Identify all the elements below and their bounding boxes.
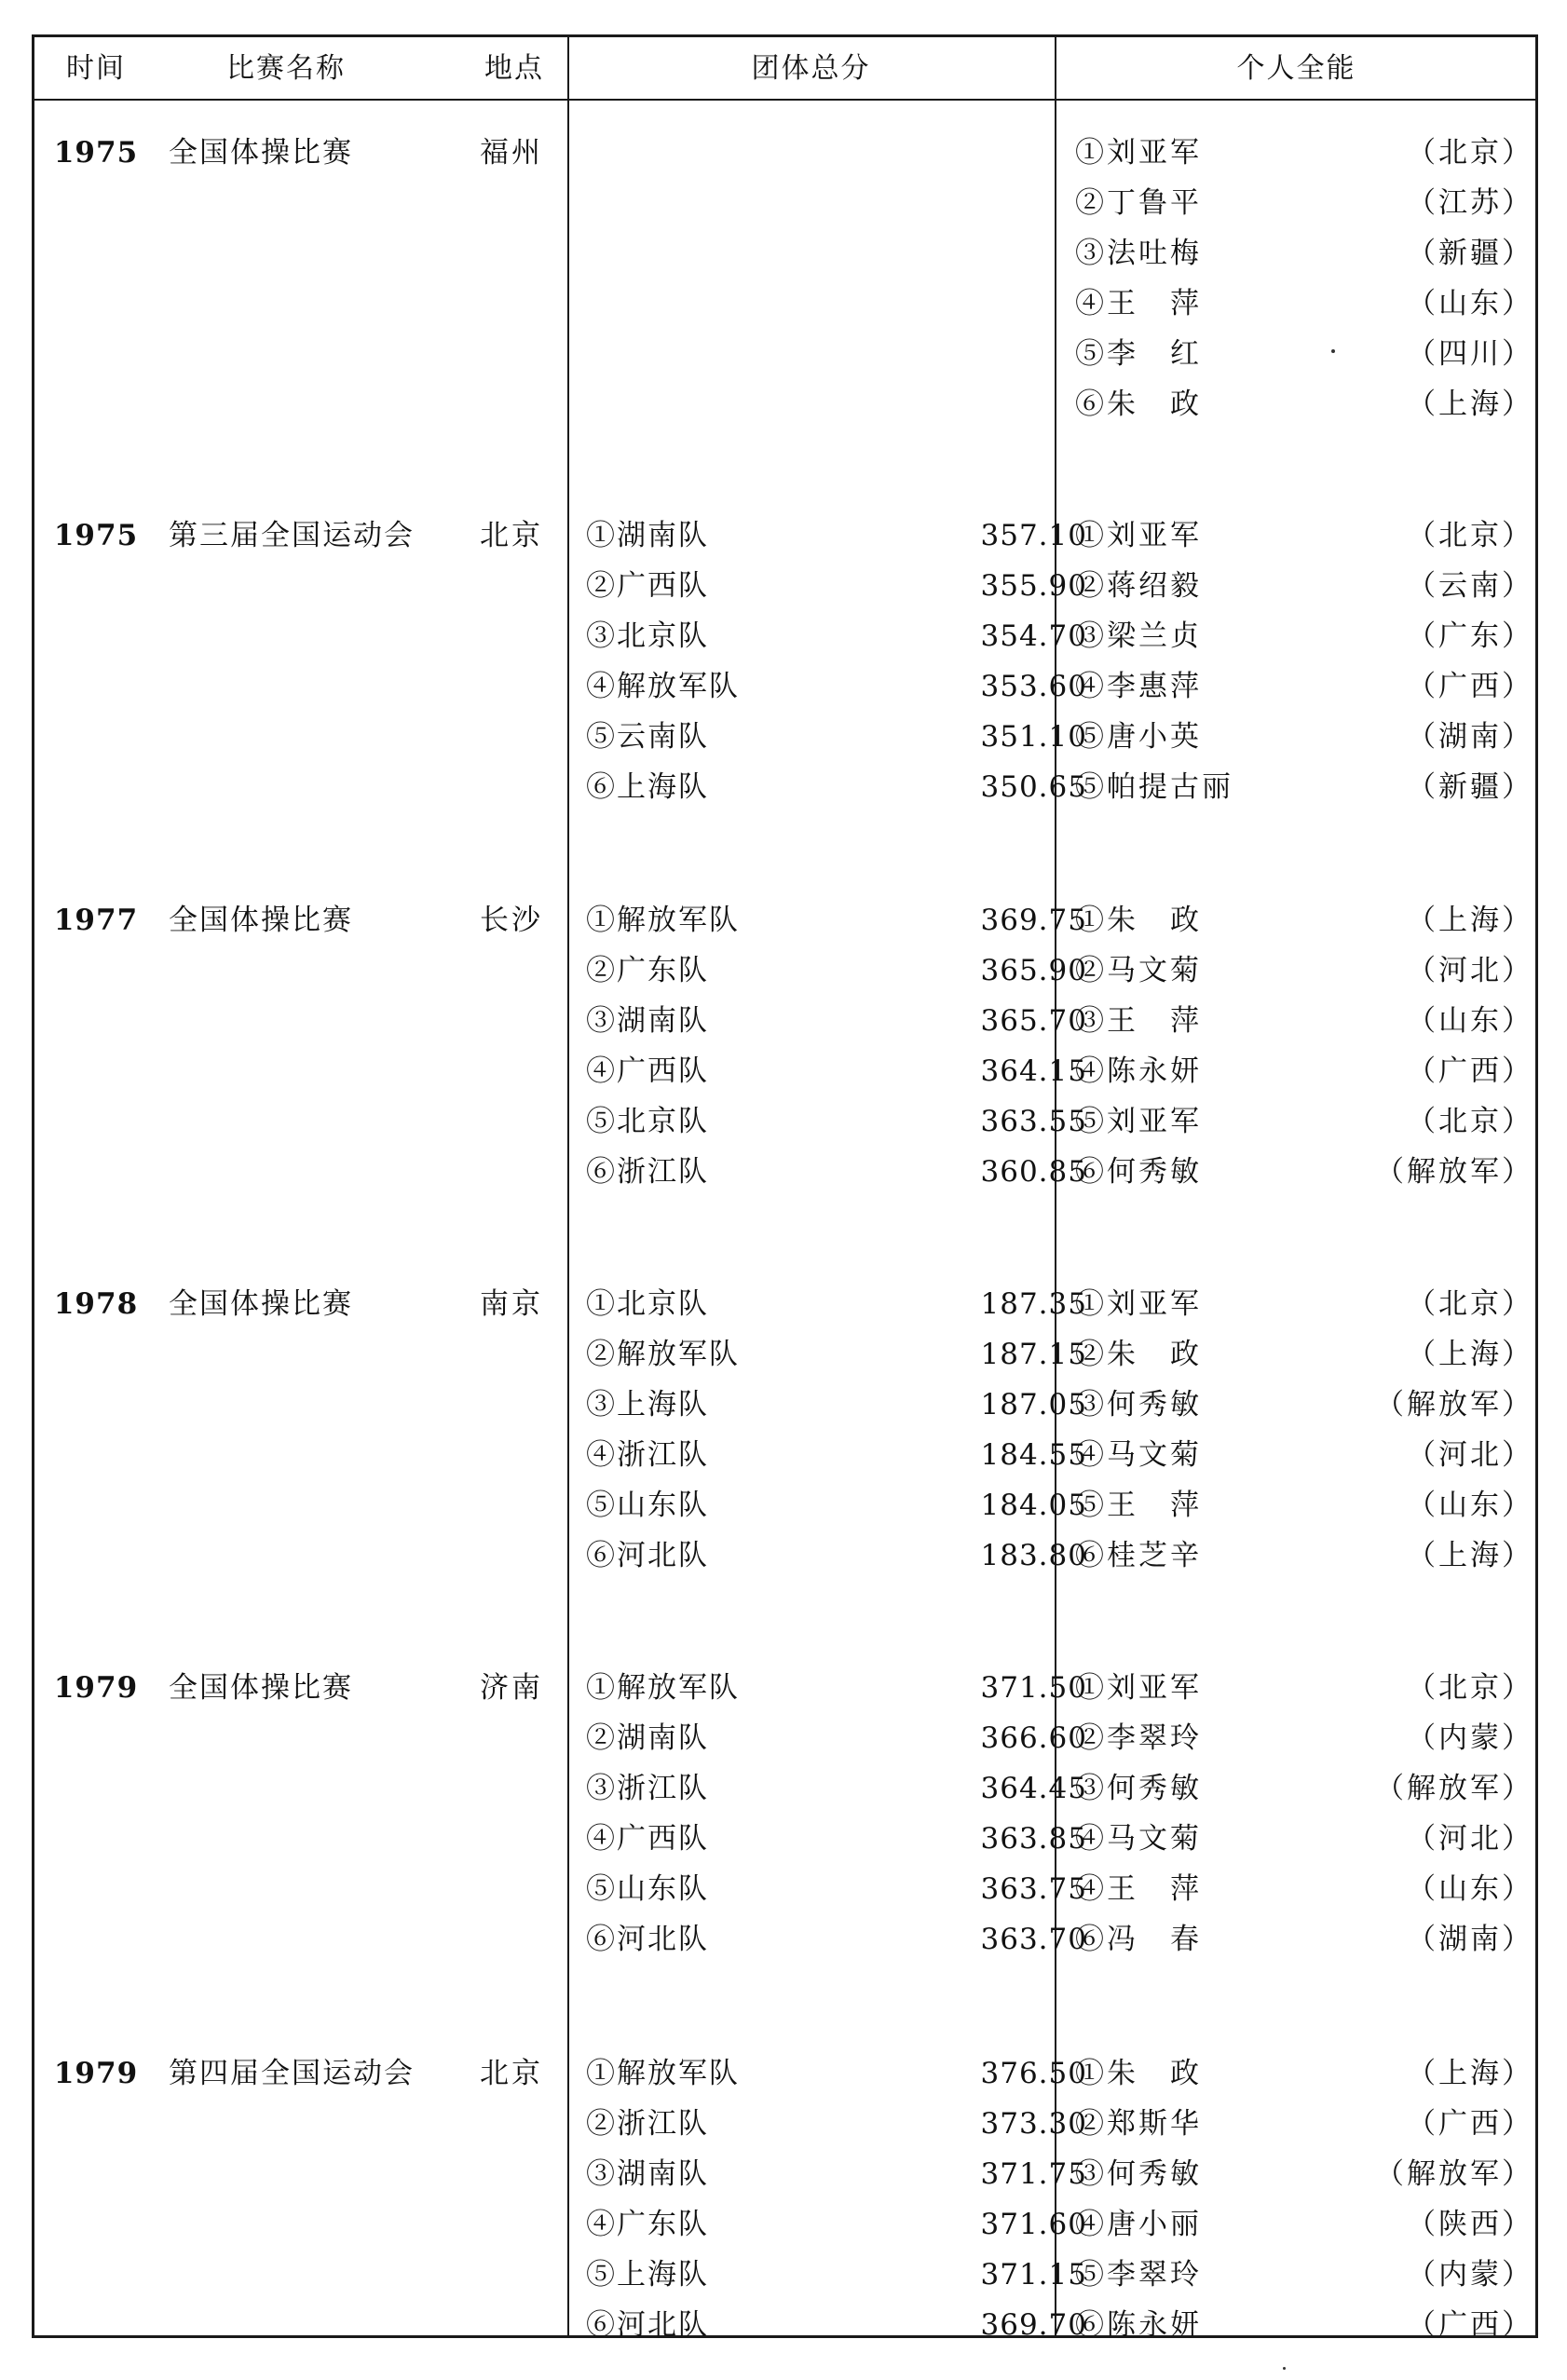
team-name: ⑤北京队 — [586, 1105, 709, 1138]
gymnast-team: （解放军） — [1375, 1772, 1533, 1805]
team-name: ①解放军队 — [586, 2057, 740, 2090]
gymnast-team: （河北） — [1407, 1438, 1533, 1472]
team-score: 373.30 — [980, 2107, 1087, 2141]
gymnast-name: ②蒋绍毅 — [1075, 569, 1202, 603]
gymnast-team: （江苏） — [1407, 186, 1533, 220]
team-name: ②广东队 — [586, 954, 709, 987]
gymnast-name: ②马文菊 — [1075, 954, 1202, 987]
gymnast-team: （广东） — [1407, 619, 1533, 653]
gymnast-name: ①刘亚军 — [1075, 1671, 1202, 1705]
gymnast-team: （北京） — [1407, 519, 1533, 552]
gymnast-team: （陕西） — [1407, 2208, 1533, 2241]
row-year: 1979 — [53, 1671, 139, 1705]
team-score: 364.15 — [980, 1054, 1087, 1088]
row-year: 1978 — [53, 1287, 139, 1321]
gymnast-name: ④马文菊 — [1075, 1822, 1202, 1856]
gymnast-name: ⑤刘亚军 — [1075, 1105, 1202, 1138]
row-competition: 全国体操比赛 — [169, 1671, 353, 1705]
team-score: 369.75 — [980, 904, 1087, 937]
gymnast-name: ④王 萍 — [1075, 1872, 1202, 1906]
team-name: ③湖南队 — [586, 2157, 709, 2191]
row-year: 1977 — [53, 904, 139, 937]
gymnast-name: ⑥朱 政 — [1075, 388, 1202, 421]
team-score: 371.60 — [980, 2208, 1087, 2241]
row-location: 北京 — [480, 2057, 543, 2090]
team-name: ④广西队 — [586, 1054, 709, 1088]
gymnast-name: ③何秀敏 — [1075, 1388, 1202, 1421]
team-name: ⑥河北队 — [586, 1923, 709, 1956]
team-name: ①湖南队 — [586, 519, 709, 552]
gymnast-team: （内蒙） — [1407, 1721, 1533, 1755]
team-name: ②湖南队 — [586, 1721, 709, 1755]
gymnast-team: （上海） — [1407, 1539, 1533, 1572]
gymnast-team: （河北） — [1407, 1822, 1533, 1856]
gymnast-name: ③何秀敏 — [1075, 2157, 1202, 2191]
team-name: ②浙江队 — [586, 2107, 709, 2141]
team-score: 371.75 — [980, 2157, 1087, 2191]
team-name: ①北京队 — [586, 1287, 709, 1321]
team-name: ③上海队 — [586, 1388, 709, 1421]
row-location: 福州 — [480, 136, 543, 170]
gymnast-team: （上海） — [1407, 1338, 1533, 1371]
team-name: ⑤云南队 — [586, 720, 709, 754]
column-divider-location-team — [567, 37, 569, 2335]
gymnast-name: ⑥陈永妍 — [1075, 2308, 1202, 2342]
row-location: 济南 — [480, 1671, 543, 1705]
team-name: ⑥河北队 — [586, 2308, 709, 2342]
gymnast-team: （北京） — [1407, 136, 1533, 170]
gymnast-team: （北京） — [1407, 1105, 1533, 1138]
row-location: 北京 — [480, 519, 543, 552]
gymnast-team: （解放军） — [1375, 2157, 1533, 2191]
gymnast-name: ①刘亚军 — [1075, 136, 1202, 170]
gymnast-team: （新疆） — [1407, 237, 1533, 270]
gymnast-name: ⑥何秀敏 — [1075, 1155, 1202, 1189]
team-score: 353.60 — [980, 670, 1087, 703]
team-name: ④解放军队 — [586, 670, 740, 703]
gymnast-team: （解放军） — [1375, 1388, 1533, 1421]
row-competition: 全国体操比赛 — [169, 136, 353, 170]
gymnast-team: （上海） — [1407, 388, 1533, 421]
gymnast-team: （山东） — [1407, 1489, 1533, 1522]
header-individual-all-around: 个人全能 — [1236, 52, 1356, 85]
team-score: 360.85 — [980, 1155, 1087, 1189]
gymnast-name: ⑤李翠玲 — [1075, 2258, 1202, 2292]
row-location: 长沙 — [480, 904, 543, 937]
row-location: 南京 — [480, 1287, 543, 1321]
header-location: 地点 — [484, 52, 544, 85]
header-team-total: 团体总分 — [751, 52, 871, 85]
team-score: 357.10 — [980, 519, 1087, 552]
row-year: 1979 — [53, 2057, 139, 2090]
gymnast-name: ④陈永妍 — [1075, 1054, 1202, 1088]
team-name: ⑥上海队 — [586, 770, 709, 804]
row-competition: 全国体操比赛 — [169, 1287, 353, 1321]
team-name: ③湖南队 — [586, 1004, 709, 1038]
gymnast-team: （广西） — [1407, 670, 1533, 703]
team-name: ④广东队 — [586, 2208, 709, 2241]
team-score: 187.35 — [980, 1287, 1087, 1321]
gymnast-team: （内蒙） — [1407, 2258, 1533, 2292]
team-score: 363.70 — [980, 1923, 1087, 1956]
team-score: 351.10 — [980, 720, 1087, 754]
team-name: ⑤山东队 — [586, 1872, 709, 1906]
gymnast-name: ①刘亚军 — [1075, 1287, 1202, 1321]
team-name: ③浙江队 — [586, 1772, 709, 1805]
team-score: 366.60 — [980, 1721, 1087, 1755]
gymnast-name: ③何秀敏 — [1075, 1772, 1202, 1805]
team-score: 350.65 — [980, 770, 1087, 804]
gymnast-team: （山东） — [1407, 1872, 1533, 1906]
gymnast-name: ③王 萍 — [1075, 1004, 1202, 1038]
gymnast-name: ⑤李 红 — [1075, 337, 1202, 371]
team-score: 376.50 — [980, 2057, 1087, 2090]
team-score: 365.70 — [980, 1004, 1087, 1038]
row-year: 1975 — [53, 519, 139, 552]
team-score: 364.45 — [980, 1772, 1087, 1805]
gymnast-name: ③梁兰贞 — [1075, 619, 1202, 653]
team-name: ③北京队 — [586, 619, 709, 653]
team-name: ⑤上海队 — [586, 2258, 709, 2292]
gymnast-name: ⑥桂芝辛 — [1075, 1539, 1202, 1572]
gymnast-team: （解放军） — [1375, 1155, 1533, 1189]
gymnast-team: （北京） — [1407, 1287, 1533, 1321]
gymnast-name: ④唐小丽 — [1075, 2208, 1202, 2241]
gymnast-name: ⑤帕提古丽 — [1075, 770, 1233, 804]
team-score: 363.75 — [980, 1872, 1087, 1906]
gymnast-name: ④王 萍 — [1075, 287, 1202, 320]
team-name: ⑥河北队 — [586, 1539, 709, 1572]
row-competition: 第三届全国运动会 — [169, 519, 415, 552]
team-name: ②广西队 — [586, 569, 709, 603]
team-score: 369.70 — [980, 2308, 1087, 2342]
gymnast-name: ⑤王 萍 — [1075, 1489, 1202, 1522]
gymnast-team: （新疆） — [1407, 770, 1533, 804]
gymnast-team: （四川） — [1407, 337, 1533, 371]
team-name: ④广西队 — [586, 1822, 709, 1856]
team-name: ⑥浙江队 — [586, 1155, 709, 1189]
gymnast-team: （山东） — [1407, 1004, 1533, 1038]
team-name: ⑤山东队 — [586, 1489, 709, 1522]
team-score: 371.15 — [980, 2258, 1087, 2292]
gymnast-name: ①刘亚军 — [1075, 519, 1202, 552]
print-speck — [1283, 2367, 1286, 2370]
gymnast-name: ②朱 政 — [1075, 1338, 1202, 1371]
gymnast-name: ②丁鲁平 — [1075, 186, 1202, 220]
header-divider — [34, 99, 1535, 101]
header-time: 时间 — [66, 52, 126, 85]
team-name: ①解放军队 — [586, 904, 740, 937]
team-score: 365.90 — [980, 954, 1087, 987]
gymnast-name: ④马文菊 — [1075, 1438, 1202, 1472]
gymnast-team: （湖南） — [1407, 1923, 1533, 1956]
gymnast-team: （上海） — [1407, 2057, 1533, 2090]
gymnast-name: ⑥冯 春 — [1075, 1923, 1202, 1956]
row-year: 1975 — [53, 136, 139, 170]
gymnast-team: （上海） — [1407, 904, 1533, 937]
team-name: ①解放军队 — [586, 1671, 740, 1705]
team-score: 184.55 — [980, 1438, 1087, 1472]
row-competition: 全国体操比赛 — [169, 904, 353, 937]
print-speck — [1331, 349, 1335, 353]
team-score: 355.90 — [980, 569, 1087, 603]
team-score: 363.55 — [980, 1105, 1087, 1138]
gymnast-team: （广西） — [1407, 2308, 1533, 2342]
team-score: 363.85 — [980, 1822, 1087, 1856]
team-score: 371.50 — [980, 1671, 1087, 1705]
team-score: 187.15 — [980, 1338, 1087, 1371]
gymnast-team: （北京） — [1407, 1671, 1533, 1705]
team-name: ④浙江队 — [586, 1438, 709, 1472]
team-score: 187.05 — [980, 1388, 1087, 1421]
gymnast-name: ①朱 政 — [1075, 2057, 1202, 2090]
team-name: ②解放军队 — [586, 1338, 740, 1371]
gymnast-team: （广西） — [1407, 1054, 1533, 1088]
gymnast-team: （云南） — [1407, 569, 1533, 603]
gymnast-name: ②李翠玲 — [1075, 1721, 1202, 1755]
gymnast-name: ⑤唐小英 — [1075, 720, 1202, 754]
gymnast-team: （山东） — [1407, 287, 1533, 320]
gymnast-team: （广西） — [1407, 2107, 1533, 2141]
gymnast-name: ①朱 政 — [1075, 904, 1202, 937]
row-competition: 第四届全国运动会 — [169, 2057, 415, 2090]
gymnast-name: ③法吐梅 — [1075, 237, 1202, 270]
team-score: 183.80 — [980, 1539, 1087, 1572]
gymnast-team: （河北） — [1407, 954, 1533, 987]
team-score: 354.70 — [980, 619, 1087, 653]
header-competition: 比赛名称 — [226, 52, 346, 85]
gymnast-team: （湖南） — [1407, 720, 1533, 754]
gymnast-name: ④李惠萍 — [1075, 670, 1202, 703]
team-score: 184.05 — [980, 1489, 1087, 1522]
gymnast-name: ②郑斯华 — [1075, 2107, 1202, 2141]
results-table — [32, 34, 1538, 2342]
